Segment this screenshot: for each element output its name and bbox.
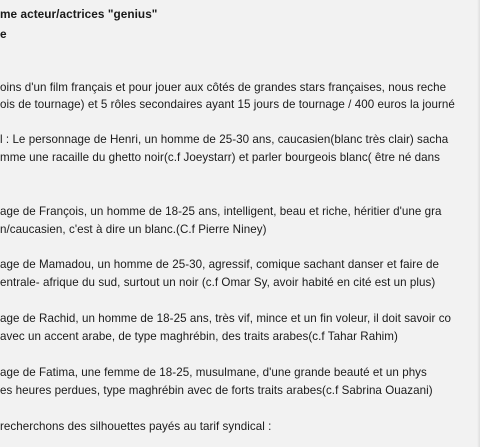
role-henri-line-1: l : Le personnage de Henri, un homme de 25-30 ans, caucasien(blanc très clair) sacha bbox=[0, 133, 449, 146]
role-rachid-line-2: avec un accent arabe, de type maghrébin, des traits arabes(c.f Tahar Rahim) bbox=[0, 330, 398, 343]
role-mamadou-line-1: age de Mamadou, un homme de 25-30, agressif, comique sachant danser et faire de bbox=[0, 258, 439, 271]
role-mamadou-line-2: entrale- afrique du sud, surtout un noir (c.f Omar Sy, avoir habité en cité est un plus) bbox=[0, 276, 436, 289]
document-title-continued: e bbox=[0, 27, 7, 41]
role-fatima-line-1: age de Fatima, une femme de 18-25, musulmane, d'une grande beauté et un phys bbox=[0, 366, 427, 379]
outro-line: recherchons des silhouettes payés au tarif syndical : bbox=[0, 420, 272, 433]
intro-line-1: oins d'un film français et pour jouer aux côtés de grandes stars françaises, nous reche bbox=[0, 81, 447, 94]
role-fatima-line-2: es heures perdues, type maghrébin avec de forts traits arabes(c.f Sabrina Ouazani) bbox=[0, 384, 433, 397]
document-title: me acteur/actrices "genius" bbox=[0, 7, 158, 21]
role-francois-line-1: age de François, un homme de 18-25 ans, intelligent, beau et riche, héritier d'une gra bbox=[0, 205, 442, 218]
role-francois-line-2: n/caucasien, c'est à dire un blanc.(C.f Pierre Niney) bbox=[0, 223, 267, 236]
role-rachid-line-1: age de Rachid, un homme de 18-25 ans, très vif, mince et un fin voleur, il doit savoir co bbox=[0, 312, 452, 325]
role-henri-line-2: mme une racaille du ghetto noir(c.f Joeystarr) et parler bourgeois blanc( être né dans bbox=[0, 151, 440, 164]
intro-line-2: ois de tournage) et 5 rôles secondaires ayant 15 jours de tournage / 400 euros la journé bbox=[0, 98, 455, 111]
